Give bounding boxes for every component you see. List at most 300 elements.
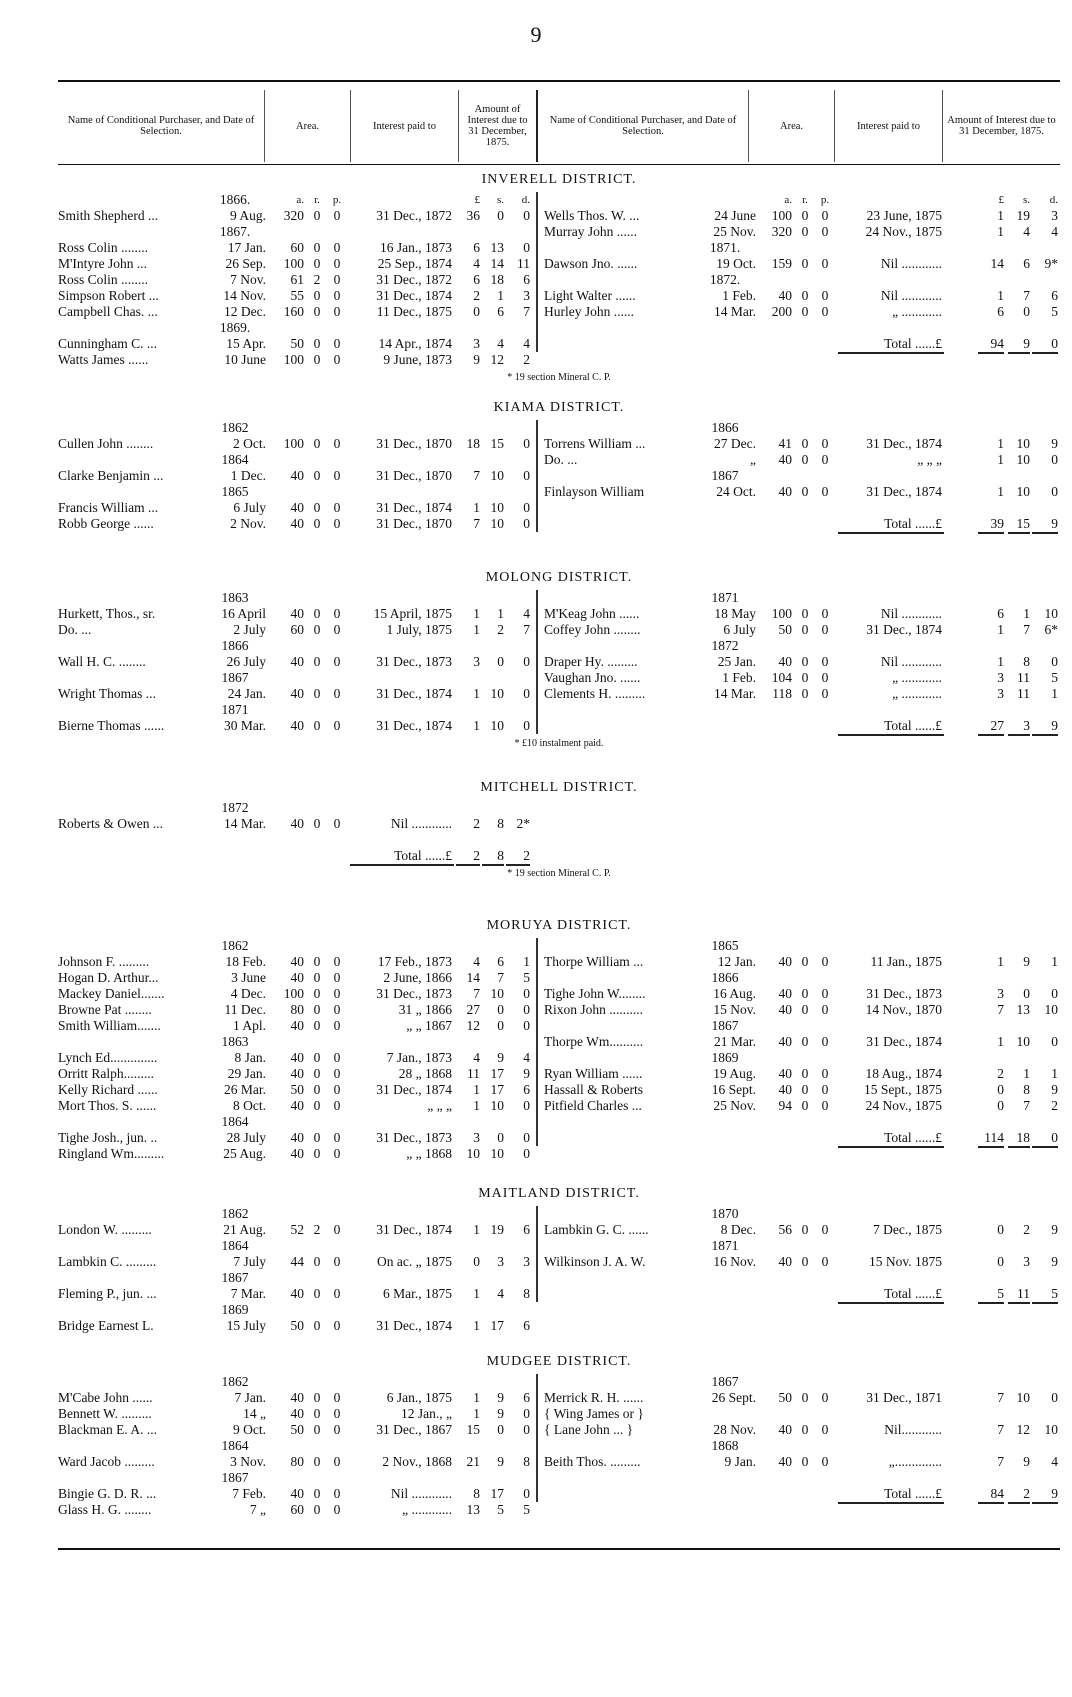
interest-paid-to: 9 June, 1873: [383, 352, 452, 367]
header-amount-left: Amount of Interest due to 31 December, 1875.: [458, 90, 536, 162]
amount-pence: 4: [523, 1050, 530, 1065]
amount-pounds: 0: [997, 1082, 1004, 1097]
purchaser-name: { Lane John ... }: [544, 1422, 634, 1437]
total-row: [538, 336, 1062, 352]
amount-pence: 0: [523, 436, 530, 451]
table-row: [538, 1098, 1062, 1114]
selection-date: 7 Mar.: [230, 1286, 266, 1301]
area-acres: 40: [290, 1486, 304, 1501]
amount-pounds: 94: [978, 336, 1004, 354]
amount-shillings: 5: [497, 1502, 504, 1517]
interest-paid-to: 14 Apr., 1874: [378, 336, 452, 351]
amount-pence: 2*: [516, 816, 530, 831]
area-roods: 0: [801, 484, 809, 499]
area-acres: 40: [290, 718, 304, 733]
area-perches: 0: [821, 304, 829, 319]
area-acres: 40: [778, 986, 792, 1001]
area-acres: 159: [771, 256, 792, 271]
area-perches: 0: [821, 1254, 829, 1269]
interest-paid-to: 31 Dec., 1874: [866, 484, 942, 499]
year-row: [58, 192, 536, 208]
table-row: [58, 1018, 536, 1034]
amount-pence: 6: [523, 1390, 530, 1405]
amount-shillings: 1: [497, 606, 504, 621]
amount-shillings: 8: [1023, 654, 1030, 669]
area-roods: 0: [313, 954, 321, 969]
amount-pence: 6: [523, 1082, 530, 1097]
amount-shillings: 0: [1023, 986, 1030, 1001]
purchaser-name: Clarke Benjamin ...: [58, 468, 164, 483]
amount-shillings: 0: [497, 1018, 504, 1033]
area-roods: 0: [313, 336, 321, 351]
amount-pence: 0: [1032, 336, 1058, 354]
amount-shillings: 9: [1023, 1454, 1030, 1469]
area-roods: 0: [313, 256, 321, 271]
table-row: [538, 304, 1062, 320]
selection-date: 15 Apr.: [226, 336, 266, 351]
district-moruya: [58, 914, 1060, 1160]
interest-paid-to: 14 Nov., 1870: [865, 1002, 942, 1017]
area-roods: 0: [801, 1422, 809, 1437]
header-interest-left: Interest paid to: [350, 90, 458, 162]
table-row: [538, 1406, 1062, 1422]
unit-roods: r.: [314, 194, 320, 206]
amount-pounds: 1: [997, 436, 1004, 451]
purchaser-name: Lambkin C. .........: [58, 1254, 157, 1269]
purchaser-name: Kelly Richard ......: [58, 1082, 158, 1097]
area-perches: 0: [333, 272, 341, 287]
amount-pence: 9: [1051, 1254, 1058, 1269]
selection-date: 19 Aug.: [713, 1066, 756, 1081]
selection-date: 8 Jan.: [234, 1050, 266, 1065]
selection-date: 16 April: [221, 606, 266, 621]
selection-date: 25 Nov.: [713, 1098, 756, 1113]
area-acres: 40: [290, 500, 304, 515]
amount-pence: 2: [506, 848, 530, 866]
amount-shillings: 3: [497, 1254, 504, 1269]
selection-date: 24 Oct.: [716, 484, 756, 499]
area-perches: 0: [821, 1422, 829, 1437]
table-row: [58, 1002, 536, 1018]
interest-paid-to: „ ............: [892, 304, 942, 319]
amount-pounds: 1: [997, 654, 1004, 669]
area-roods: 0: [313, 240, 321, 255]
table-row: [538, 954, 1062, 970]
amount-shillings: 3: [1008, 718, 1030, 736]
amount-shillings: 0: [497, 654, 504, 669]
area-perches: 0: [333, 1318, 341, 1333]
selection-date: 16 Sept.: [711, 1082, 756, 1097]
amount-shillings: 0: [497, 1422, 504, 1437]
area-perches: 0: [333, 352, 341, 367]
interest-paid-to: 31 Dec., 1870: [376, 436, 452, 451]
amount-pence: 7: [523, 622, 530, 637]
area-acres: 40: [290, 816, 304, 831]
table-row: [538, 1390, 1062, 1406]
selection-date: 14 Nov.: [223, 288, 266, 303]
purchaser-name: Hurley John ......: [544, 304, 634, 319]
year-label: 1864: [221, 1438, 249, 1453]
amount-pounds: 8: [473, 1486, 480, 1501]
amount-shillings: 1: [1023, 606, 1030, 621]
purchaser-name: Watts James ......: [58, 352, 149, 367]
area-perches: 0: [333, 1502, 341, 1517]
purchaser-name: Bierne Thomas ......: [58, 718, 165, 733]
amount-shillings: 3: [1023, 1254, 1030, 1269]
interest-paid-to: 12 Jan., „: [401, 1406, 452, 1421]
selection-date: 7 „: [249, 1502, 266, 1517]
year-row: [538, 240, 1062, 256]
table-row: [58, 1406, 536, 1422]
area-acres: 40: [290, 1130, 304, 1145]
column-right: [536, 1206, 1062, 1302]
purchaser-name: Smith William.......: [58, 1018, 161, 1033]
total-label: Total ......£: [350, 848, 454, 866]
amount-pounds: 3: [473, 654, 480, 669]
table-row: [538, 986, 1062, 1002]
selection-date: 26 Mar.: [224, 1082, 266, 1097]
unit-shillings: s.: [496, 194, 504, 206]
area-roods: 0: [313, 516, 321, 531]
area-roods: 0: [801, 208, 809, 223]
selection-date: 25 Aug.: [223, 1146, 266, 1161]
purchaser-name: Glass H. G. ........: [58, 1502, 152, 1517]
amount-pence: 0: [523, 208, 530, 223]
area-acres: 40: [290, 606, 304, 621]
unit-pounds: £: [998, 194, 1004, 206]
amount-pence: 10: [1044, 1002, 1058, 1017]
amount-pence: 0: [523, 468, 530, 483]
area-acres: 40: [290, 1050, 304, 1065]
area-roods: 0: [801, 452, 809, 467]
amount-pence: 11: [517, 256, 530, 271]
purchaser-name: Bingie G. D. R. ...: [58, 1486, 157, 1501]
area-acres: 50: [290, 1422, 304, 1437]
column-left: [58, 420, 536, 532]
amount-shillings: 4: [1023, 224, 1030, 239]
year-row: [58, 702, 536, 718]
amount-shillings: 10: [490, 500, 504, 515]
amount-pence: 9: [1032, 516, 1058, 534]
area-perches: 0: [333, 1390, 341, 1405]
area-acres: 40: [778, 1034, 792, 1049]
purchaser-name: London W. .........: [58, 1222, 152, 1237]
table-row: [58, 500, 536, 516]
selection-date: 7 Nov.: [230, 272, 266, 287]
amount-pence: 6*: [1044, 622, 1058, 637]
amount-pounds: 18: [466, 436, 480, 451]
amount-pounds: 2: [473, 816, 480, 831]
amount-shillings: 10: [490, 1098, 504, 1113]
amount-shillings: 10: [490, 1146, 504, 1161]
amount-pounds: 1: [997, 288, 1004, 303]
table-row: [58, 986, 536, 1002]
table-row: [58, 468, 536, 484]
area-acres: 40: [778, 1066, 792, 1081]
amount-shillings: 11: [1008, 1286, 1030, 1304]
interest-paid-to: On ac. „ 1875: [377, 1254, 452, 1269]
interest-paid-to: „ ............: [892, 670, 942, 685]
table-row: [58, 1318, 536, 1334]
amount-pence: 0: [523, 986, 530, 1001]
area-roods: 0: [313, 1286, 321, 1301]
amount-shillings: 17: [490, 1066, 504, 1081]
unit-roods: r.: [802, 194, 808, 206]
year-label: 1872: [711, 638, 739, 653]
area-perches: 0: [333, 336, 341, 351]
amount-pounds: 21: [466, 1454, 480, 1469]
unit-shillings: s.: [1022, 194, 1030, 206]
year-label: 1866: [711, 420, 739, 435]
purchaser-name: Coffey John ........: [544, 622, 641, 637]
area-roods: 0: [313, 986, 321, 1001]
purchaser-name: M'Cabe John ......: [58, 1390, 153, 1405]
table-row: [538, 224, 1062, 240]
amount-pounds: 0: [997, 1222, 1004, 1237]
area-acres: 40: [778, 484, 792, 499]
year-label: 1872.: [709, 272, 741, 287]
amount-shillings: 10: [490, 468, 504, 483]
amount-pence: 0: [1051, 986, 1058, 1001]
selection-date: 21 Aug.: [223, 1222, 266, 1237]
interest-paid-to: Nil ............: [880, 654, 942, 669]
interest-paid-to: 6 Mar., 1875: [383, 1286, 452, 1301]
table-row: [58, 1254, 536, 1270]
area-perches: 0: [821, 484, 829, 499]
table-row: [58, 336, 536, 352]
amount-pounds: 1: [473, 1222, 480, 1237]
year-row: [58, 1206, 536, 1222]
area-perches: 0: [333, 1222, 341, 1237]
area-roods: 0: [801, 256, 809, 271]
purchaser-name: Bridge Earnest L.: [58, 1318, 154, 1333]
area-acres: 40: [778, 954, 792, 969]
interest-paid-to: 31 Dec., 1870: [376, 468, 452, 483]
district-title: INVERELL DISTRICT.: [481, 172, 637, 187]
amount-shillings: 19: [490, 1222, 504, 1237]
interest-paid-to: Nil ............: [880, 606, 942, 621]
amount-pounds: 6: [473, 240, 480, 255]
amount-pounds: 1: [473, 622, 480, 637]
year-label: 1862: [221, 420, 249, 435]
area-acres: 104: [771, 670, 792, 685]
amount-shillings: 10: [490, 516, 504, 531]
amount-shillings: 1: [497, 288, 504, 303]
amount-pence: 0: [523, 1486, 530, 1501]
amount-pence: 0: [1051, 1390, 1058, 1405]
year-label: 1864: [221, 1114, 249, 1129]
amount-pence: 10: [1044, 1422, 1058, 1437]
amount-pounds: 2: [997, 1066, 1004, 1081]
amount-pence: 0: [1032, 1130, 1058, 1148]
column-left: [58, 800, 536, 864]
amount-pounds: [978, 1406, 1004, 1422]
interest-paid-to: 31 Dec., 1874: [376, 686, 452, 701]
amount-pence: 4: [523, 336, 530, 351]
selection-date: 6 July: [723, 622, 756, 637]
area-roods: 0: [313, 1018, 321, 1033]
amount-pounds: 36: [466, 208, 480, 223]
area-perches: 0: [333, 1254, 341, 1269]
selection-date: 16 Nov.: [713, 1254, 756, 1269]
district-molong: [58, 566, 1060, 762]
total-label: Total ......£: [838, 1286, 944, 1304]
year-row: [58, 590, 536, 606]
amount-pence: 5: [1032, 1286, 1058, 1304]
area-roods: 0: [313, 1486, 321, 1501]
bottom-rule: [58, 1548, 1060, 1550]
year-row: [538, 590, 1062, 606]
amount-pence: 0: [523, 1130, 530, 1145]
table-row: [58, 1130, 536, 1146]
selection-date: 7 July: [233, 1254, 266, 1269]
selection-date: 26 Sept.: [711, 1390, 756, 1405]
amount-pence: 0: [523, 1002, 530, 1017]
table-row: [538, 208, 1062, 224]
year-label: 1867: [221, 670, 249, 685]
amount-pounds: 7: [473, 516, 480, 531]
table-row: [58, 1082, 536, 1098]
amount-pounds: 1: [473, 1390, 480, 1405]
area-roods: 0: [801, 686, 809, 701]
amount-pounds: 1: [997, 1034, 1004, 1049]
area-perches: 0: [821, 1002, 829, 1017]
amount-pounds: 15: [466, 1422, 480, 1437]
selection-date: 4 Dec.: [230, 986, 266, 1001]
area-acres: 40: [290, 1390, 304, 1405]
area-acres: 40: [290, 516, 304, 531]
area-roods: 0: [313, 1002, 321, 1017]
year-row: [58, 1034, 536, 1050]
amount-pounds: 1: [473, 718, 480, 733]
area-roods: 0: [801, 304, 809, 319]
amount-pence: 0: [523, 686, 530, 701]
purchaser-name: Wells Thos. W. ...: [544, 208, 640, 223]
table-row: [538, 484, 1062, 500]
district-inverell: [58, 168, 1060, 382]
purchaser-name: Merrick R. H. ......: [544, 1390, 644, 1405]
area-acres: 56: [778, 1222, 792, 1237]
area-roods: [796, 1406, 814, 1422]
purchaser-name: Mackey Daniel.......: [58, 986, 165, 1001]
table-row: [538, 1422, 1062, 1438]
area-acres: 40: [778, 1082, 792, 1097]
area-roods: 0: [313, 1146, 321, 1161]
table-row: [58, 436, 536, 452]
area-roods: 0: [801, 288, 809, 303]
purchaser-name: Ross Colin ........: [58, 272, 149, 287]
area-acres: 60: [290, 240, 304, 255]
amount-shillings: 2: [1008, 1486, 1030, 1504]
area-perches: 0: [821, 1066, 829, 1081]
area-perches: 0: [333, 468, 341, 483]
top-rule: [58, 80, 1060, 82]
interest-paid-to: „ ............: [402, 1502, 452, 1517]
selection-date: 3 Nov.: [230, 1454, 266, 1469]
area-roods: 0: [313, 654, 321, 669]
area-perches: 0: [821, 436, 829, 451]
area-roods: 0: [313, 1502, 321, 1517]
selection-date: 19 Oct.: [716, 256, 756, 271]
area-perches: 0: [333, 304, 341, 319]
area-acres: 40: [290, 1066, 304, 1081]
amount-shillings: 10: [490, 986, 504, 1001]
selection-date: 2 July: [233, 622, 266, 637]
footnote: * 19 section Mineral C. P.: [507, 372, 611, 383]
amount-shillings: 9: [1008, 336, 1030, 354]
year-row: [58, 1438, 536, 1454]
interest-paid-to: „..............: [888, 1454, 942, 1469]
district-mitchell: [58, 776, 1060, 900]
column-right: [536, 1374, 1062, 1502]
area-perches: 0: [333, 1486, 341, 1501]
area-roods: 0: [801, 986, 809, 1001]
area-acres: 60: [290, 622, 304, 637]
amount-shillings: 0: [497, 1130, 504, 1145]
amount-pounds: 5: [978, 1286, 1004, 1304]
amount-pence: 4: [1051, 1454, 1058, 1469]
amount-pence: 5: [523, 970, 530, 985]
total-row: [538, 1286, 1062, 1302]
unit-perches: p.: [820, 194, 830, 206]
area-acres: 40: [290, 970, 304, 985]
area-roods: 0: [801, 1098, 809, 1113]
interest-paid-to: 24 Nov., 1875: [865, 224, 942, 239]
area-perches: 0: [821, 256, 829, 271]
interest-paid-to: 28 „ 1868: [398, 1066, 452, 1081]
purchaser-name: Tighe Josh., jun. ..: [58, 1130, 158, 1145]
area-roods: 0: [313, 468, 321, 483]
purchaser-name: Lynch Ed..............: [58, 1050, 158, 1065]
amount-shillings: 8: [497, 816, 504, 831]
interest-paid-to: 31 Dec., 1874: [376, 1222, 452, 1237]
area-perches: 0: [333, 954, 341, 969]
area-perches: 0: [333, 1050, 341, 1065]
area-roods: 0: [801, 1066, 809, 1081]
selection-date: 9 Oct.: [233, 1422, 266, 1437]
area-roods: 0: [313, 1422, 321, 1437]
year-label: 1867: [711, 1374, 739, 1389]
year-row: [538, 938, 1062, 954]
table-row: [58, 1098, 536, 1114]
table-row: [58, 1502, 536, 1518]
amount-shillings: 19: [1016, 208, 1030, 223]
selection-date: 26 July: [226, 654, 266, 669]
area-perches: 0: [333, 1422, 341, 1437]
interest-paid-to: 2 June, 1866: [383, 970, 452, 985]
purchaser-name: Hurkett, Thos., sr.: [58, 606, 156, 621]
selection-date: 1 Dec.: [230, 468, 266, 483]
table-row: [58, 1066, 536, 1082]
interest-paid-to: 7 Jan., 1873: [386, 1050, 452, 1065]
year-label: 1865: [711, 938, 739, 953]
table-row: [58, 288, 536, 304]
header-interest-right: Interest paid to: [834, 90, 942, 162]
district-title: MAITLAND DISTRICT.: [478, 1186, 640, 1201]
area-roods: 0: [801, 1390, 809, 1405]
purchaser-name: Ryan William ......: [544, 1066, 643, 1081]
amount-pence: 5: [1051, 670, 1058, 685]
purchaser-name: Do. ...: [58, 622, 92, 637]
amount-pence: 9: [1032, 1486, 1058, 1504]
year-row: [538, 468, 1062, 484]
interest-paid-to: 11 Dec., 1875: [376, 304, 452, 319]
area-acres: 40: [290, 468, 304, 483]
purchaser-name: Wright Thomas ...: [58, 686, 156, 701]
amount-pence: 9: [1051, 1222, 1058, 1237]
purchaser-name: Roberts & Owen ...: [58, 816, 163, 831]
amount-pence: 0: [523, 654, 530, 669]
